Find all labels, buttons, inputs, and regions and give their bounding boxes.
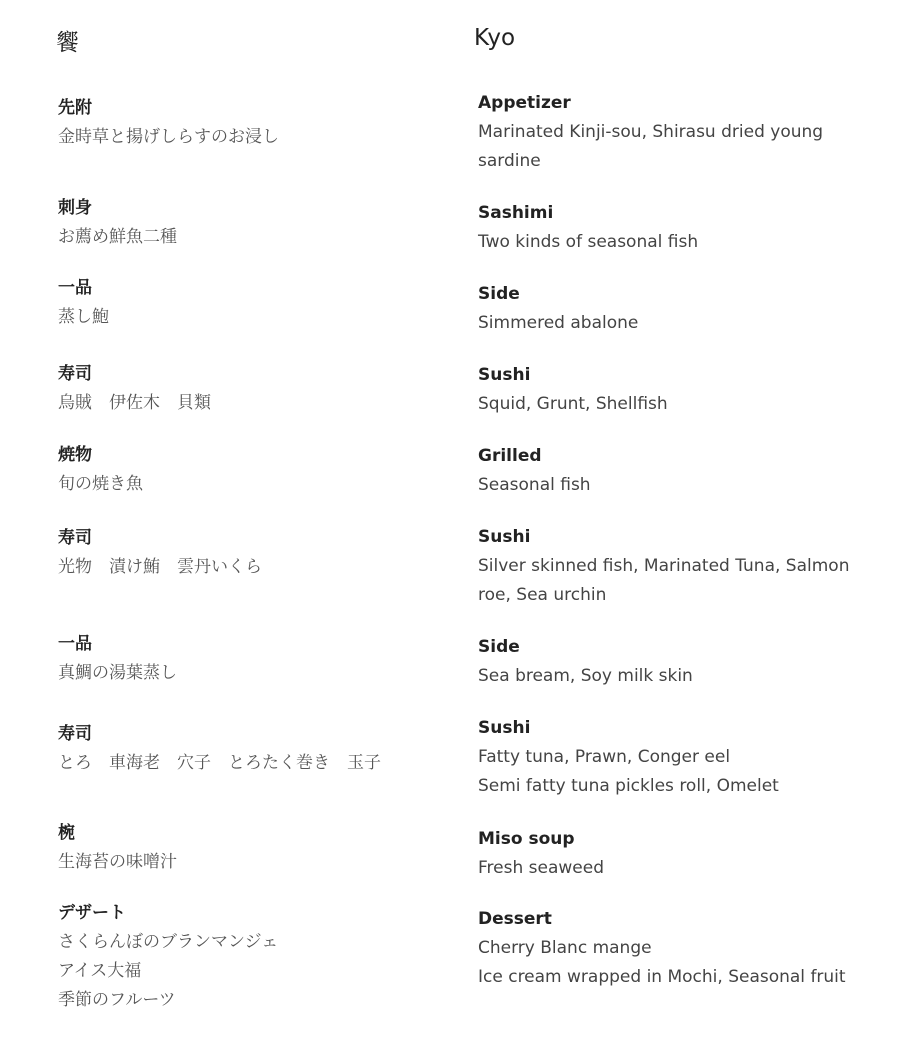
course-description-line: Silver skinned fish, Marinated Tuna, Salmon roe, Sea urchin <box>478 556 850 605</box>
course-description-line: 生海苔の味噌汁 <box>58 852 177 872</box>
course-description <box>478 390 868 419</box>
course-description <box>58 389 438 418</box>
course-description <box>478 228 868 257</box>
course-name: 寿司 <box>58 364 92 384</box>
course-item <box>58 524 438 582</box>
course-item <box>58 630 438 688</box>
course-name: 寿司 <box>58 528 92 548</box>
course-description-line: Simmered abalone <box>478 313 639 333</box>
course-description <box>58 470 438 499</box>
course-item <box>58 94 438 152</box>
course-description-line: とろ 車海老 穴子 とろたく巻き 玉子 <box>58 753 381 773</box>
course-item <box>478 89 868 176</box>
course-description <box>478 552 868 610</box>
course-name: Sushi <box>478 718 531 738</box>
course-description-line: Two kinds of seasonal fish <box>478 232 699 252</box>
course-description-line: 真鯛の湯葉蒸し <box>58 663 177 683</box>
course-name: Grilled <box>478 446 542 466</box>
course-item <box>478 825 868 883</box>
course-description-line: 季節のフルーツ <box>58 990 176 1010</box>
course-item <box>58 360 438 418</box>
course-item <box>478 280 868 338</box>
course-description <box>58 223 438 252</box>
course-name: Sashimi <box>478 203 554 223</box>
course-description-line: 光物 漬け鮪 雲丹いくら <box>58 557 262 577</box>
course-name: 寿司 <box>58 724 92 744</box>
course-description-line: Fatty tuna, Prawn, Conger eel <box>478 747 731 767</box>
course-description <box>58 659 438 688</box>
course-description <box>478 854 868 883</box>
course-item <box>478 199 868 257</box>
course-item <box>58 899 438 1015</box>
course-description-line: さくらんぼのブランマンジェ <box>58 932 279 952</box>
course-item <box>58 274 438 332</box>
course-description <box>58 123 438 152</box>
course-description <box>478 934 868 992</box>
course-description <box>58 303 438 332</box>
course-description <box>58 848 438 877</box>
course-description-line: 蒸し鮑 <box>58 307 109 327</box>
course-description-line: Fresh seaweed <box>478 858 604 878</box>
course-description <box>478 118 868 176</box>
course-description-line: お薦め鮮魚二種 <box>58 227 177 247</box>
course-name: Sushi <box>478 527 531 547</box>
course-item <box>478 633 868 691</box>
course-description-line: Squid, Grunt, Shellfish <box>478 394 668 414</box>
course-description <box>58 749 438 778</box>
course-description-line: 金時草と揚げしらすのお浸し <box>58 127 279 147</box>
course-item <box>478 714 868 801</box>
course-name: 焼物 <box>58 445 92 465</box>
japanese-menu-title: 饗 <box>56 30 79 56</box>
course-description <box>58 928 438 1015</box>
course-name: Side <box>478 637 520 657</box>
course-description-line: アイス大福 <box>58 961 142 981</box>
course-name: 刺身 <box>58 198 92 218</box>
course-item <box>478 905 868 992</box>
course-description-line: Cherry Blanc mange <box>478 938 652 958</box>
course-description <box>478 471 868 500</box>
course-description-line: Sea bream, Soy milk skin <box>478 666 693 686</box>
course-description-line: 旬の焼き魚 <box>58 474 143 494</box>
course-description <box>478 662 868 691</box>
course-item <box>478 361 868 419</box>
course-name: Dessert <box>478 909 552 929</box>
course-description <box>478 743 868 801</box>
english-menu-title: Kyo <box>474 25 516 51</box>
course-description-line: Ice cream wrapped in Mochi, Seasonal fruit <box>478 967 846 987</box>
course-description-line: Seasonal fish <box>478 475 591 495</box>
course-item <box>58 441 438 499</box>
course-item <box>478 442 868 500</box>
course-description <box>478 309 868 338</box>
course-item <box>58 720 438 778</box>
course-description-line: Marinated Kinji-sou, Shirasu dried young sardine <box>478 122 824 171</box>
course-item <box>478 523 868 610</box>
course-item <box>58 819 438 877</box>
course-name: Appetizer <box>478 93 571 113</box>
course-description <box>58 553 438 582</box>
course-name: 一品 <box>58 634 92 654</box>
course-name: 椀 <box>58 823 75 843</box>
course-name: デザート <box>58 903 126 923</box>
course-description-line: 烏賊 伊佐木 貝類 <box>58 393 211 413</box>
course-name: Miso soup <box>478 829 575 849</box>
course-name: 一品 <box>58 278 92 298</box>
course-name: Side <box>478 284 520 304</box>
course-description-line: Semi fatty tuna pickles roll, Omelet <box>478 776 779 796</box>
course-name: 先附 <box>58 98 92 118</box>
course-item <box>58 194 438 252</box>
course-name: Sushi <box>478 365 531 385</box>
